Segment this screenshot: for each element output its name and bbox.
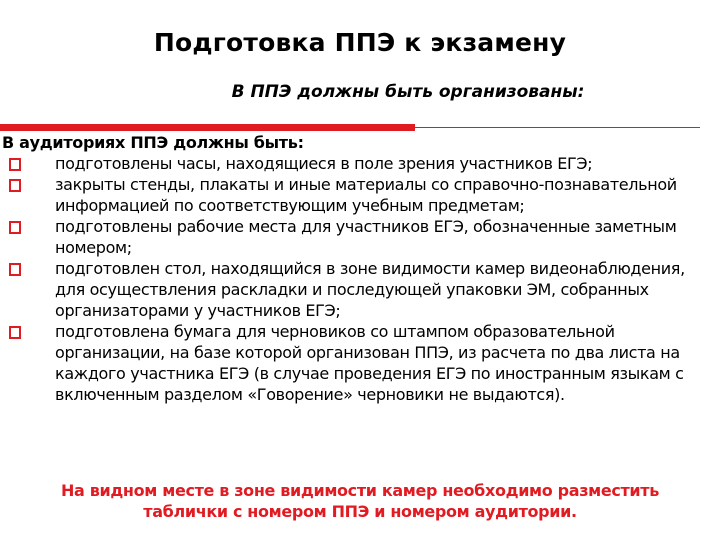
list-item: [0, 258, 720, 321]
list-item-text: подготовлен стол, находящийся в зоне видимости камер видеонаблюдения, для осуществления раскладки и последующей упаковки ЭМ, собранных организаторами у участников ЕГЭ;: [55, 259, 685, 320]
list-item: [0, 321, 720, 405]
placement-note: [0, 480, 720, 522]
note-line-1: На видном месте в зоне видимости камер необходимо разместить: [61, 481, 659, 500]
list-item-text: подготовлены рабочие места для участников ЕГЭ, обозначенные заметным номером;: [55, 217, 677, 257]
intro-heading: В аудиториях ППЭ должны быть:: [2, 133, 304, 152]
list-item: [0, 216, 720, 258]
hollow-square-bullet-icon: [9, 326, 21, 339]
slide-title: Подготовка ППЭ к экзамену: [153, 28, 567, 57]
list-item: [0, 174, 720, 216]
hollow-square-bullet-icon: [9, 221, 21, 234]
list-item-text: закрыты стенды, плакаты и иные материалы со справочно-познавательной информацией по соответствующим учебным предметам;: [55, 175, 677, 215]
list-item-text: подготовлены часы, находящиеся в поле зрения участников ЕГЭ;: [55, 154, 593, 173]
hollow-square-bullet-icon: [9, 158, 21, 171]
note-line-2: таблички с номером ППЭ и номером аудитории.: [143, 502, 577, 521]
list-item: [0, 153, 720, 174]
decorative-rule-thin: [0, 127, 700, 128]
hollow-square-bullet-icon: [9, 179, 21, 192]
slide-content: [0, 132, 720, 405]
list-item-text: подготовлена бумага для черновиков со штампом образовательной организации, на базе которой организован ППЭ, из расчета по два листа на каждого участника ЕГЭ (в случае проведения ЕГЭ по иностранным языкам с включенным разделом «Говорение» черновики не выдаются).: [55, 322, 684, 404]
requirements-list: [0, 153, 720, 405]
slide-subtitle: В ППЭ должны быть организованы:: [231, 82, 585, 102]
hollow-square-bullet-icon: [9, 263, 21, 276]
